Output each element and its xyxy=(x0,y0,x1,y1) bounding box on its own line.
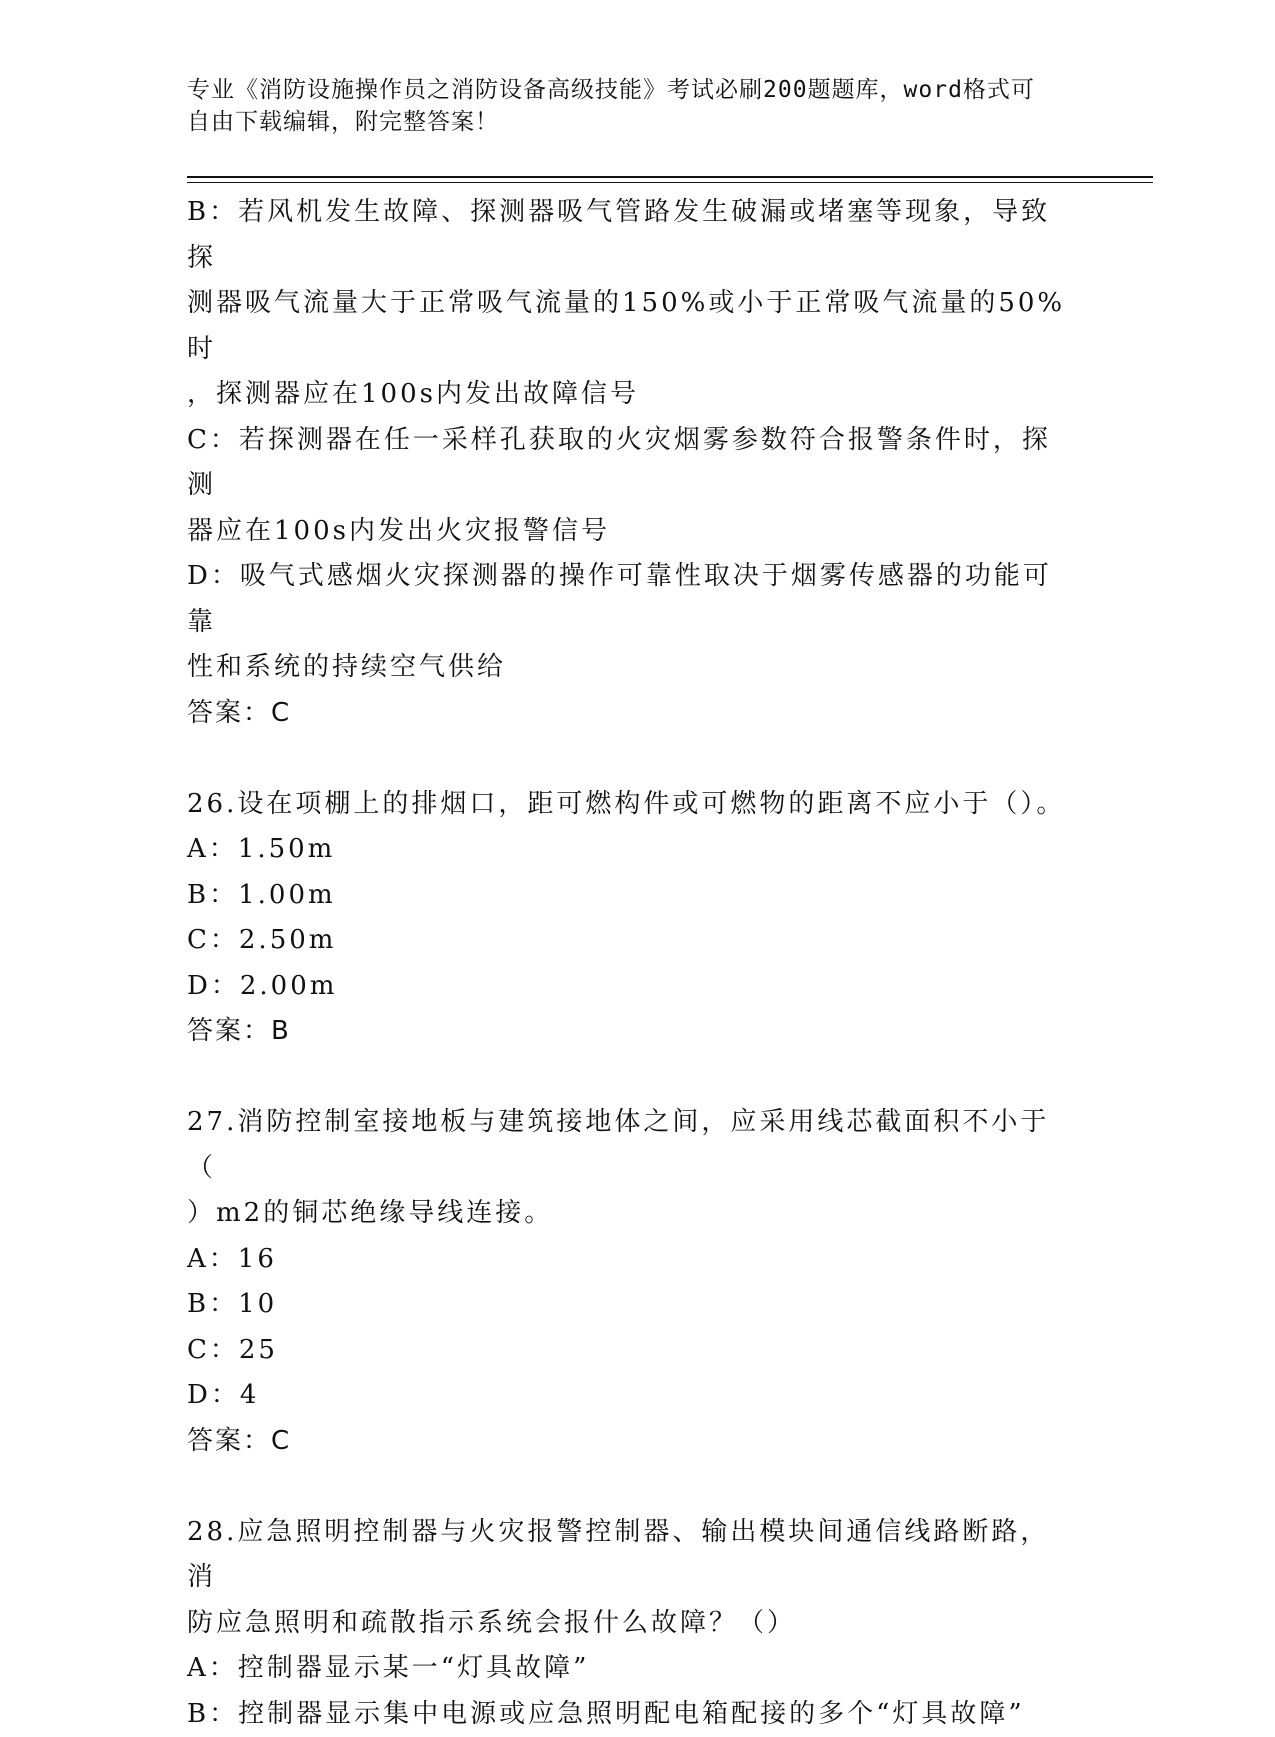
option-b: B：控制器显示集中电源或应急照明配电箱配接的多个“灯具故障” xyxy=(187,1692,1067,1737)
option-d-line-1: D：吸气式感烟火灾探测器的操作可靠性取决于烟雾传感器的功能可靠 xyxy=(187,554,1067,645)
option-c: C：2.50m xyxy=(187,918,1067,964)
question-text: 26.设在项棚上的排烟口，距可燃构件或可燃物的距离不应小于（）。 xyxy=(187,782,1067,828)
option-c-line-2: 器应在100s内发出火灾报警信号 xyxy=(187,509,1067,555)
option-a: A：控制器显示某一“灯具故障” xyxy=(187,1646,1067,1692)
spacer xyxy=(187,1464,1067,1510)
option-a: A：1.50m xyxy=(187,827,1067,873)
spacer xyxy=(187,736,1067,782)
question-text-line-2: 防应急照明和疏散指示系统会报什么故障？（） xyxy=(187,1601,1067,1647)
question-text-line-2: ）m2的铜芯绝缘导线连接。 xyxy=(187,1191,1067,1237)
header-line-1: 专业《消防设施操作员之消防设备高级技能》考试必刷200题题库，word格式可 xyxy=(187,74,1067,106)
question-27 xyxy=(187,1100,1067,1464)
option-b-line-2: 测器吸气流量大于正常吸气流量的150%或小于正常吸气流量的50%时 xyxy=(187,281,1067,372)
option-b-line-1: B：若风机发生故障、探测器吸气管路发生破漏或堵塞等现象，导致探 xyxy=(187,190,1067,281)
question-text-line-1: 27.消防控制室接地板与建筑接地体之间，应采用线芯截面积不小于（ xyxy=(187,1100,1067,1191)
option-c: C：25 xyxy=(187,1328,1067,1374)
question-text-line-1: 28.应急照明控制器与火灾报警控制器、输出模块间通信线路断路，消 xyxy=(187,1510,1067,1601)
answer-line: 答案：C xyxy=(187,691,1067,737)
option-d-line-2: 性和系统的持续空气供给 xyxy=(187,645,1067,691)
option-d: D：2.00m xyxy=(187,964,1067,1010)
header-line-2: 自由下载编辑，附完整答案！ xyxy=(187,106,1067,138)
option-c-line-1: C：若探测器在任一采样孔获取的火灾烟雾参数符合报警条件时，探测 xyxy=(187,418,1067,509)
question-25-continued xyxy=(187,190,1067,736)
option-d: D：4 xyxy=(187,1373,1067,1419)
option-b: B：10 xyxy=(187,1282,1067,1328)
document-header xyxy=(187,74,1067,138)
header-divider-thick xyxy=(187,176,1153,178)
answer-line: 答案：C xyxy=(187,1419,1067,1465)
answer-line: 答案：B xyxy=(187,1009,1067,1055)
option-a: A：16 xyxy=(187,1237,1067,1283)
option-b-line-3: ，探测器应在100s内发出故障信号 xyxy=(187,372,1067,418)
question-content xyxy=(187,190,1067,1737)
question-28 xyxy=(187,1510,1067,1737)
option-b: B：1.00m xyxy=(187,873,1067,919)
spacer xyxy=(187,1055,1067,1101)
header-divider-thin xyxy=(187,182,1153,183)
question-26 xyxy=(187,782,1067,1055)
